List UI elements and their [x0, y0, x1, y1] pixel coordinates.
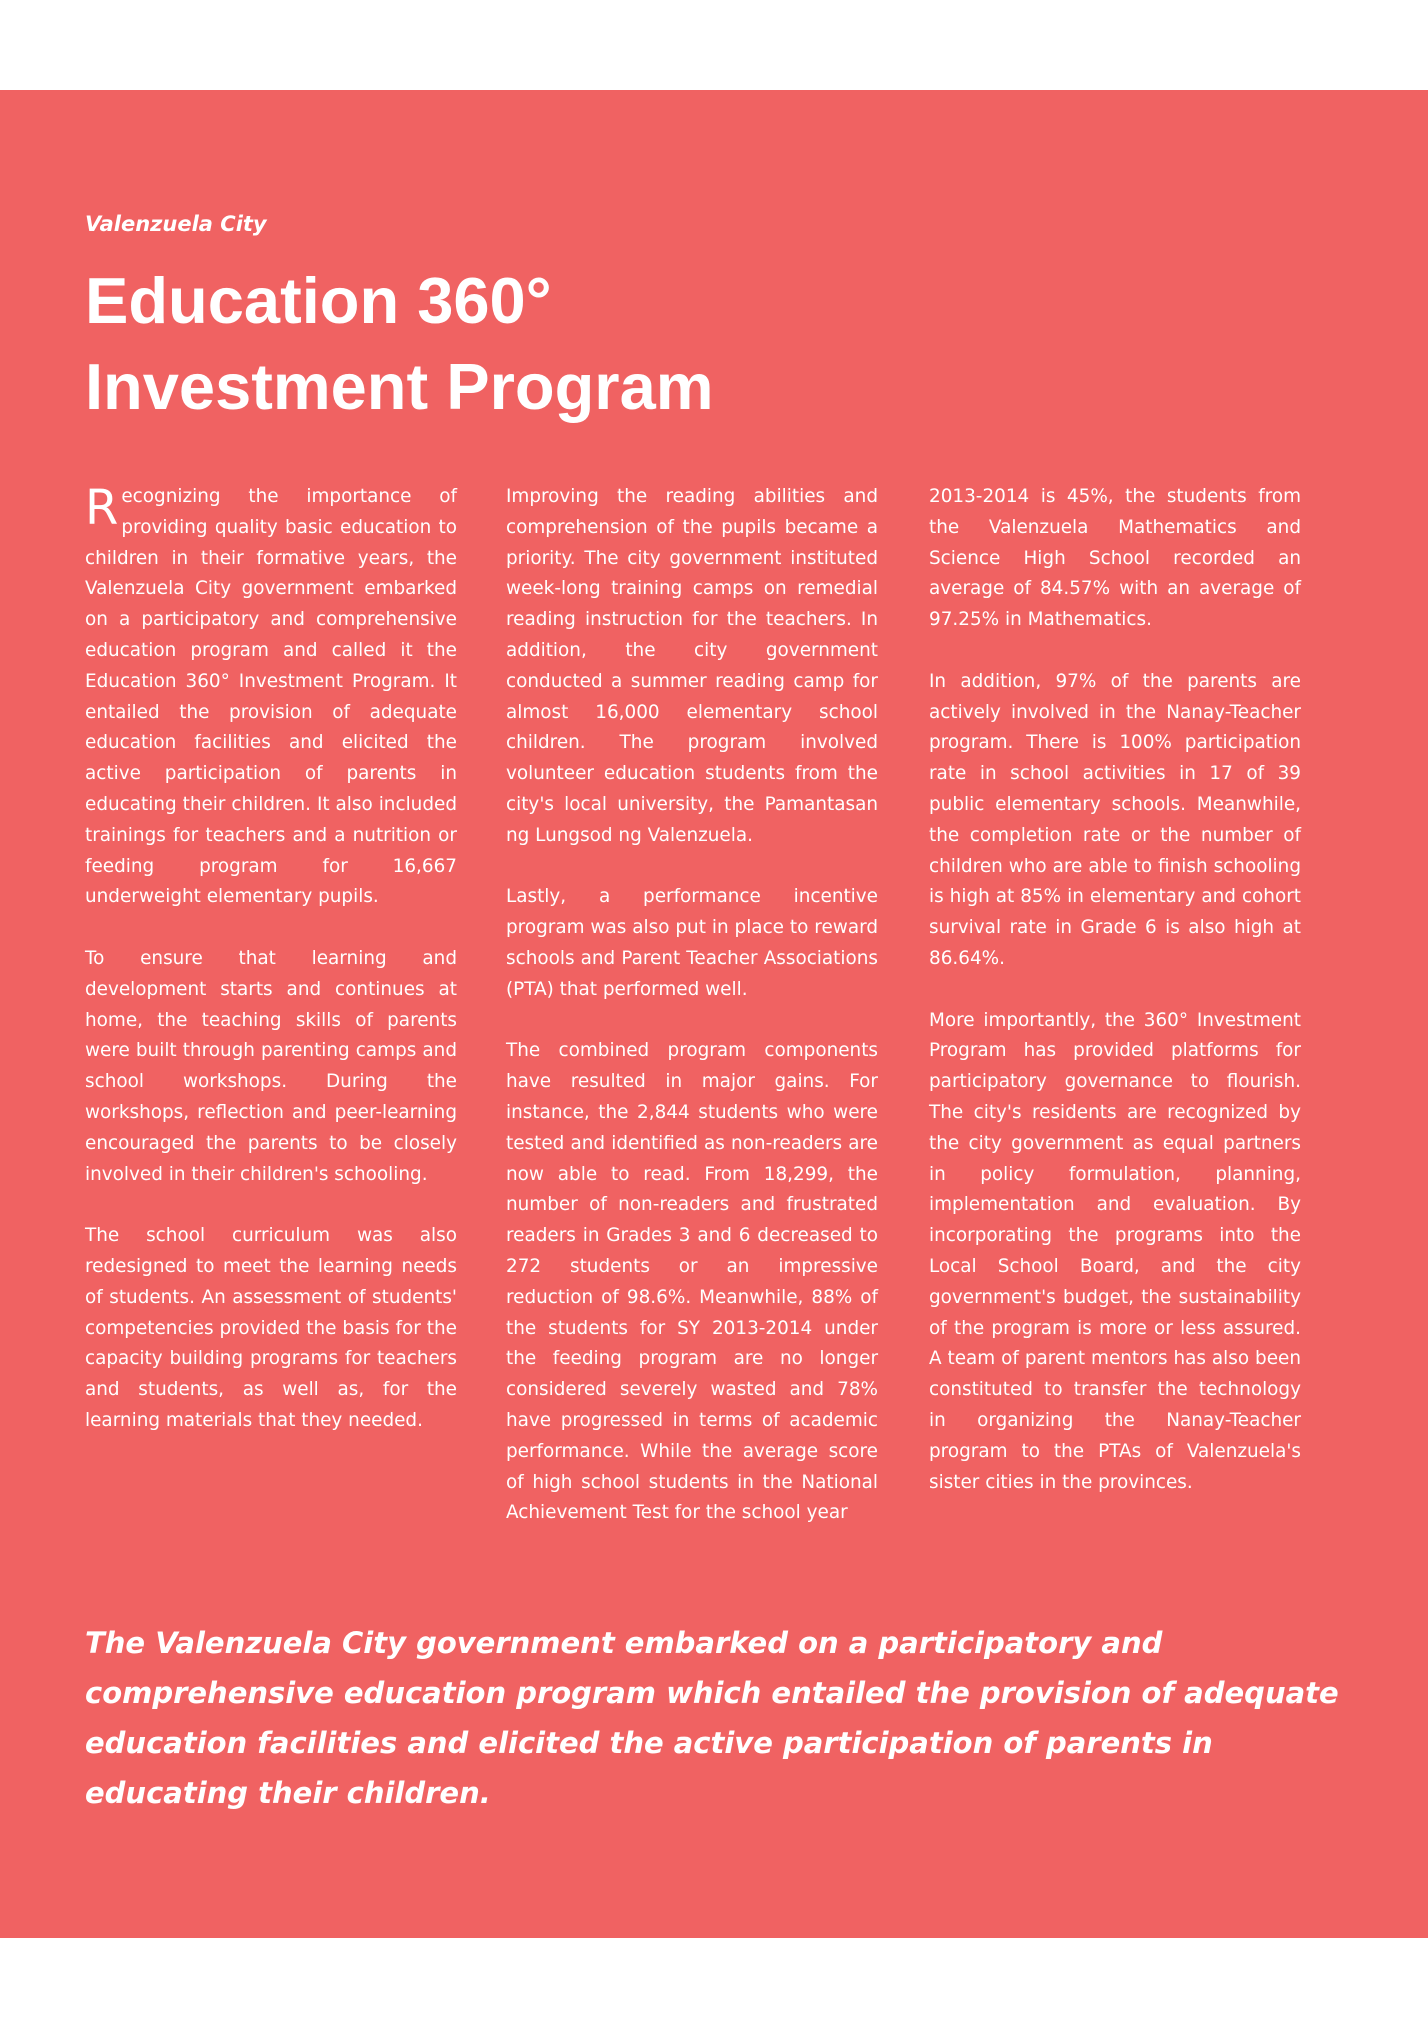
- column-2: [506, 482, 878, 1529]
- paragraph: Lastly, a performance incentive program was also put in place to reward schools and Parent Teacher Associations (PTA) that performed well.: [506, 886, 878, 1000]
- column-3: [929, 482, 1301, 1498]
- paragraph: [85, 482, 457, 913]
- title-line-2: Investment Program: [85, 350, 714, 423]
- paragraph: 2013-2014 is 45%, the students from the Valenzuela Mathematics and Science High School recorded an average of 84.57% with an average of 97.25% in Mathematics.: [929, 486, 1301, 631]
- column-1: [85, 482, 457, 1437]
- paragraph: Improving the reading abilities and comprehension of the pupils became a priority. The city government instituted week-long training camps on remedial reading instruction for the teachers. In addition, the city government conducted a summer reading camp for almost 16,000 elementary school children. The program involved volunteer education students from the city's local university, the Pamantasan ng Lungsod ng Valenzuela.: [506, 486, 878, 846]
- paragraph: The combined program components have resulted in major gains. For instance, the 2,844 students who were tested and identified as non-readers are now able to read. From 18,299, the number of non-readers and frustrated readers in Grades 3 and 6 decreased to 272 students or an impressive reduction of 98.6%. Meanwhile, 88% of the students for SY 2013-2014 under the feeding program are no longer considered severely wasted and 78% have progressed in terms of academic performance. While the average score of high school students in the National Achievement Test for the school year: [506, 1040, 878, 1524]
- paragraph: More importantly, the 360° Investment Program has provided platforms for participatory governance to flourish. The city's residents are recognized by the city government as equal partners in policy formulation, planning, implementation and evaluation. By incorporating the programs into the Local School Board, and the city government's budget, the sustainability of the program is more or less assured. A team of parent mentors has also been constituted to transfer the technology in organizing the Nanay-Teacher program to the PTAs of Valenzuela's sister cities in the provinces.: [929, 1009, 1301, 1493]
- paragraph: To ensure that learning and development starts and continues at home, the teaching skills of parents were built through parenting camps and school workshops. During the workshops, reflection and peer-learning encouraged the parents to be closely involved in their children's schooling.: [85, 947, 457, 1185]
- pull-quote: The Valenzuela City government embarked on a participatory and comprehensive education program which entailed the provision of adequate education facilities and elicited the active participation of parents in educating their children.: [85, 1626, 1339, 1810]
- location-label: Valenzuela City: [85, 212, 267, 236]
- page-title: [85, 258, 985, 430]
- drop-cap: R: [85, 480, 119, 536]
- paragraph: The school curriculum was also redesigned to meet the learning needs of students. An assessment of students' competencies provided the basis for the capacity building programs for teachers and students, as well as, for the learning materials that they needed.: [85, 1225, 457, 1431]
- title-line-1: Education 360°: [85, 264, 552, 337]
- paragraph: In addition, 97% of the parents are actively involved in the Nanay-Teacher program. There is 100% participation rate in school activities in 17 of 39 public elementary schools. Meanwhile, the completion rate or the number of children who are able to finish schooling is high at 85% in elementary and cohort survival rate in Grade 6 is also high at 86.64%.: [929, 670, 1301, 969]
- paragraph-text: ecognizing the importance of providing quality basic education to children in their formative years, the Valenzuela City government embarked on a participatory and comprehensive education program and called it the Education 360° Investment Program. It entailed the provision of adequate education facilities and elicited the active participation of parents in educating their children. It also included trainings for teachers and a nutrition or feeding program for 16,667 underweight elementary pupils.: [85, 486, 457, 908]
- content-panel: [0, 90, 1428, 1938]
